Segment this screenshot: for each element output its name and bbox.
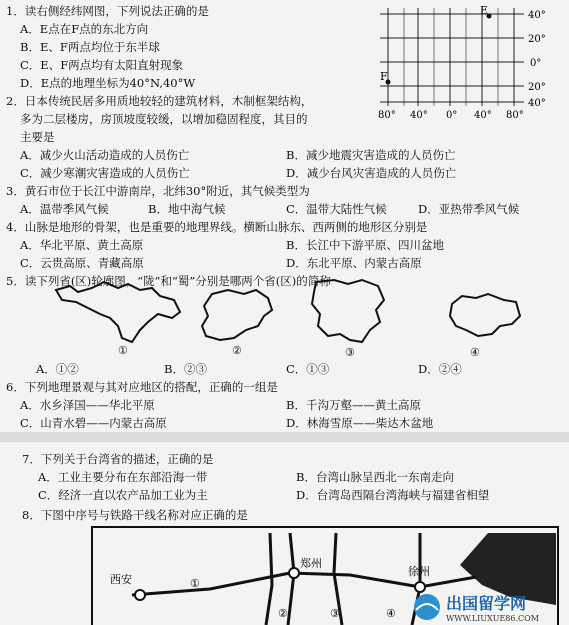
rail-number-label: ② bbox=[278, 607, 288, 620]
lon-label: 80° bbox=[378, 110, 396, 120]
watermark-logo bbox=[410, 590, 565, 624]
point-e-label: E bbox=[480, 4, 489, 17]
q3-stem: 3．黄石市位于长江中游南岸，北纬30°附近，其气候类型为 bbox=[6, 184, 310, 198]
province-outline-3 bbox=[306, 276, 388, 346]
lon-label: 80° bbox=[506, 110, 524, 120]
q4-stem: 4．山脉是地形的骨架，也是重要的地理界线。横断山脉东、西两侧的地形区分别是 bbox=[6, 220, 428, 234]
q3-option-c: C．温带大陆性气候 bbox=[286, 202, 387, 216]
q7-option-d: D．台湾岛西隔台湾海峡与福建省相望 bbox=[296, 488, 490, 502]
q1-option-b: B．E、F两点均位于东半球 bbox=[20, 40, 160, 54]
q5-option-b: B．②③ bbox=[164, 362, 207, 376]
watermark-title: 出国留学网 bbox=[446, 594, 527, 613]
q2-option-b: B．减少地震灾害造成的人员伤亡 bbox=[286, 148, 456, 162]
outline-label: ④ bbox=[470, 346, 480, 359]
q4-option-d: D．东北平原、内蒙古高原 bbox=[286, 256, 422, 270]
q7-stem: 7．下列关于台湾省的描述，正确的是 bbox=[22, 452, 214, 466]
section-divider bbox=[0, 432, 569, 442]
q2-option-d: D．减少台风灾害造成的人员伤亡 bbox=[286, 166, 457, 180]
point-f-label: F bbox=[380, 70, 388, 83]
lon-label: 40° bbox=[410, 110, 428, 120]
lat-label: 40° bbox=[528, 10, 546, 21]
q6-option-c: C．山青水碧——内蒙古高原 bbox=[20, 416, 167, 430]
city-label: 郑州 bbox=[300, 557, 322, 570]
lat-lon-grid-map bbox=[358, 2, 566, 120]
province-outline-1 bbox=[48, 278, 188, 348]
q2-stem-line1: 2．日本传统民居多用质地较轻的建筑材料，木制框架结构， bbox=[6, 94, 313, 108]
lat-label: 0° bbox=[530, 58, 542, 69]
rail-line-north-south-1 bbox=[288, 533, 294, 625]
q4-option-b: B．长江中下游平原、四川盆地 bbox=[286, 238, 444, 252]
q3-option-a: A．温带季风气候 bbox=[20, 202, 109, 216]
q2-stem-line3: 主要是 bbox=[20, 130, 55, 144]
q2-option-a: A．减少火山活动造成的人员伤亡 bbox=[20, 148, 190, 162]
q6-option-a: A．水乡泽国——华北平原 bbox=[20, 398, 155, 412]
q6-option-d: D．林海雪原——柴达木盆地 bbox=[286, 416, 434, 430]
q2-stem-line2: 多为二层楼房，房顶坡度较缓，以增加稳固程度，其目的 bbox=[20, 112, 308, 126]
q2-option-c: C．减少寒潮灾害造成的人员伤亡 bbox=[20, 166, 190, 180]
q1-option-d: D．E点的地理坐标为40°N,40°W bbox=[20, 76, 196, 90]
outline-label: ② bbox=[232, 344, 242, 357]
lat-label: 40° bbox=[528, 98, 546, 109]
rail-number-label: ④ bbox=[386, 607, 396, 620]
rail-number-label: ① bbox=[190, 577, 200, 590]
lon-label: 40° bbox=[474, 110, 492, 120]
q6-stem: 6．下列地理景观与其对应地区的搭配，正确的一组是 bbox=[6, 380, 278, 394]
city-label: 东 bbox=[462, 581, 473, 594]
outline-label: ③ bbox=[345, 346, 355, 359]
lat-label: 20° bbox=[528, 34, 546, 45]
city-xian-marker bbox=[135, 590, 145, 600]
city-label: 西安 bbox=[110, 573, 132, 586]
q5-stem: 5．读下列省(区)轮廓图，“陇”和“蜀”分别是哪两个省(区)的简称 bbox=[6, 274, 331, 288]
q4-option-a: A．华北平原、黄土高原 bbox=[20, 238, 144, 252]
q3-option-b: B．地中海气候 bbox=[148, 202, 226, 216]
q3-option-d: D．亚热带季风气候 bbox=[418, 202, 520, 216]
q8-stem: 8．下图中序号与铁路干线名称对应正确的是 bbox=[22, 508, 248, 522]
outline-label: ① bbox=[118, 344, 128, 357]
lon-label: 0° bbox=[446, 110, 458, 120]
lat-label: 20° bbox=[528, 82, 546, 93]
q5-option-c: C．①③ bbox=[286, 362, 330, 376]
q7-option-b: B．台湾山脉呈西北一东南走向 bbox=[296, 470, 454, 484]
q1-option-c: C．E、F两点均有太阳直射现象 bbox=[20, 58, 184, 72]
q7-option-c: C．经济一直以农产品加工业为主 bbox=[38, 488, 208, 502]
province-outline-4 bbox=[446, 290, 524, 342]
q4-option-c: C．云贵高原、青藏高原 bbox=[20, 256, 144, 270]
q1-stem: 1．读右侧经纬网图，下列说法正确的是 bbox=[6, 4, 209, 18]
rail-number-label: ③ bbox=[330, 607, 340, 620]
q5-option-a: A．①② bbox=[36, 362, 79, 376]
q1-option-a: A．E点在F点的东北方向 bbox=[20, 22, 149, 36]
city-label: 徐州 bbox=[408, 565, 430, 578]
q5-option-d: D．②④ bbox=[418, 362, 462, 376]
watermark-url: WWW.LIUXUE86.COM bbox=[446, 614, 539, 623]
province-outline-2 bbox=[198, 286, 278, 344]
q7-option-a: A．工业主要分布在东部沿海一带 bbox=[38, 470, 208, 484]
q6-option-b: B．千沟万壑——黄土高原 bbox=[286, 398, 421, 412]
city-zhengzhou-marker bbox=[289, 568, 299, 578]
